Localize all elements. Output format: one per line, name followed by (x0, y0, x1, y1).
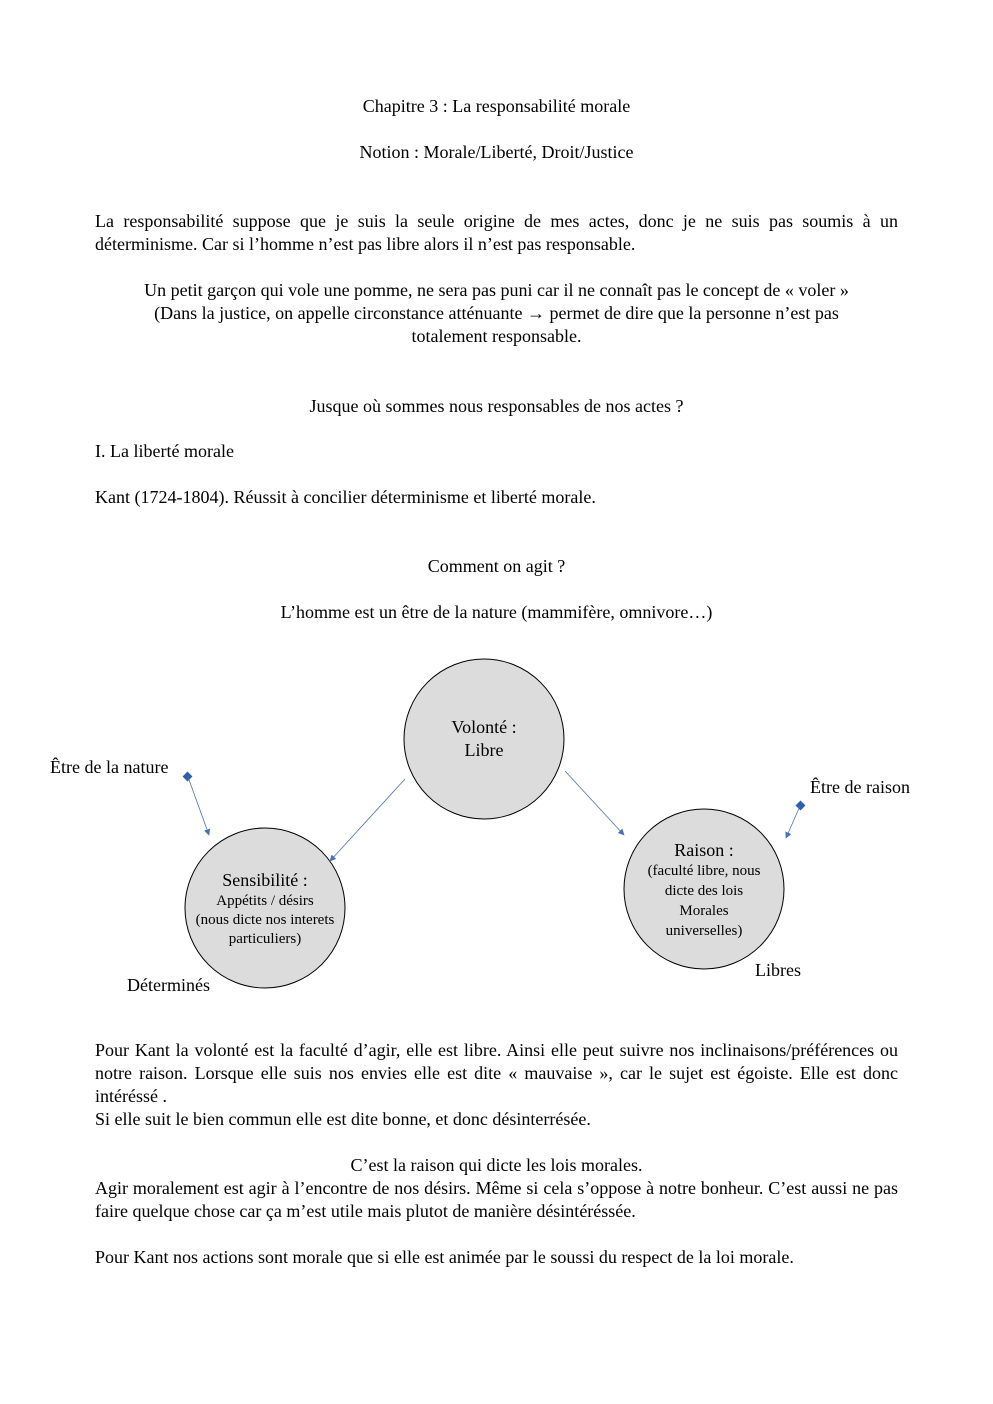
label-etre-nature: Être de la nature (50, 757, 169, 777)
arrow-to-sensibilite (330, 779, 405, 861)
raison-line-3: Morales (679, 903, 729, 919)
raison-line-1: (faculté libre, nous (647, 863, 761, 879)
how-question: Comment on agit ? (427, 556, 566, 576)
sensibilite-line-3: particuliers) (228, 931, 302, 947)
conclusion-line: Pour Kant nos actions sont morale que si elle est animée par le soussi du respect de la loi morale. (95, 1247, 794, 1267)
moral-paragraph (95, 1177, 898, 1223)
sensibilite-line-1: Appétits / désirs (216, 893, 314, 909)
arrow-raison-label (786, 806, 800, 838)
volonte-paragraph (95, 1039, 898, 1131)
volonte-text: Pour Kant la volonté est la faculté d’agir, elle est libre. Ainsi elle peut suivre nos inclinaisons/préférences ou notre raison. Lorsque elle suis nos envies elle est dite « mauvaise », car le sujet est égoiste. Elle est donc intéréssé . (95, 1040, 898, 1106)
raison-statement: C’est la raison qui dicte les lois morales. (350, 1155, 643, 1175)
label-libres: Libres (755, 960, 801, 980)
volonte-sub: Libre (464, 740, 504, 760)
intro-paragraph (95, 210, 898, 256)
kant-diagram (0, 640, 993, 1010)
arrow-to-raison (565, 771, 624, 835)
example-line-2: (Dans la justice, on appelle circonstance atténuante → permet de dire que la personne n’est pas (154, 303, 839, 323)
raison-title: Raison : (674, 840, 734, 860)
sensibilite-line-2: (nous dicte nos interets (195, 912, 335, 928)
nature-line: L’homme est un être de la nature (mammifère, omnivore…) (280, 602, 713, 622)
nature-connector-icon (183, 772, 193, 782)
raison-line-2: dicte des lois (664, 883, 744, 899)
notion-line: Notion : Morale/Liberté, Droit/Justice (359, 142, 634, 162)
example-line-1: Un petit garçon qui vole une pomme, ne sera pas puni car il ne connaît pas le concept de « voler » (144, 280, 849, 300)
volonte-text-2: Si elle suit le bien commun elle est dite bonne, et donc désinterrésée. (95, 1109, 591, 1129)
raison-connector-icon (796, 801, 806, 811)
label-etre-raison: Être de raison (810, 777, 910, 797)
intro-text: La responsabilité suppose que je suis la seule origine de mes actes, donc je ne suis pas soumis à un déterminisme. Car si l’homme n’est pas libre alors il n’est pas responsable. (95, 211, 898, 254)
label-determines: Déterminés (127, 975, 210, 995)
arrow-nature (188, 777, 209, 835)
moral-text: Agir moralement est agir à l’encontre de nos désirs. Même si cela s’oppose à notre bonheur. C’est aussi ne pas faire quelque chose car ça m’est utile mais plutot de manière désintéréssée. (95, 1178, 898, 1221)
sensibilite-title: Sensibilité : (222, 870, 308, 890)
main-question: Jusque où sommes nous responsables de nos actes ? (309, 396, 684, 416)
kant-line: Kant (1724-1804). Réussit à concilier déterminisme et liberté morale. (95, 487, 596, 507)
raison-line-4: universelles) (665, 923, 743, 939)
page-title: Chapitre 3 : La responsabilité morale (362, 96, 631, 116)
example-line-3: totalement responsable. (411, 326, 582, 346)
volonte-title: Volonté : (451, 717, 517, 737)
section-heading: I. La liberté morale (95, 441, 234, 461)
